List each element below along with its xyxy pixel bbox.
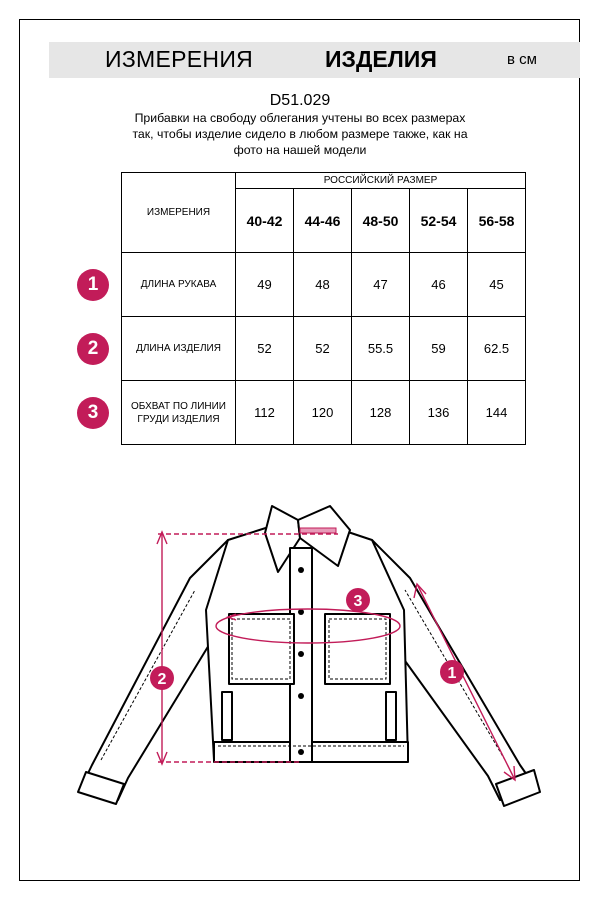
size-header: 40-42 [236, 189, 294, 253]
table-cell: 112 [236, 381, 294, 445]
marker-label: 2 [157, 671, 167, 688]
row-label: ДЛИНА ИЗДЕЛИЯ [122, 317, 236, 381]
table-row [122, 317, 526, 381]
marker-label: 1 [447, 665, 457, 682]
table-cell: 52 [294, 317, 352, 381]
table-cell: 49 [236, 253, 294, 317]
header-title-left: ИЗМЕРЕНИЯ [105, 46, 254, 72]
table-cell: 136 [410, 381, 468, 445]
row-label: ДЛИНА РУКАВА [122, 253, 236, 317]
table-cell: 48 [294, 253, 352, 317]
table-cell: 45 [468, 253, 526, 317]
side-pocket-left [222, 692, 232, 740]
measurement-table [121, 172, 526, 445]
header-title-bold: ИЗДЕЛИЯ [325, 46, 437, 72]
note-line: фото на нашей модели [233, 143, 367, 157]
table-cell: 144 [468, 381, 526, 445]
note-line: Прибавки на свободу облегания учтены во всех размерах [134, 111, 466, 125]
size-header: 52-54 [410, 189, 468, 253]
header-unit: в см [507, 51, 537, 68]
size-header: 44-46 [294, 189, 352, 253]
side-pocket-right [386, 692, 396, 740]
table-cell: 120 [294, 381, 352, 445]
article-code: D51.029 [269, 92, 331, 109]
sizes-title: РОССИЙСКИЙ РАЗМЕР [236, 173, 526, 189]
row-number-badge: 3 [77, 397, 109, 429]
table-cell: 59 [410, 317, 468, 381]
table-row [122, 381, 526, 445]
table-cell: 52 [236, 317, 294, 381]
marker-label: 3 [353, 593, 363, 610]
measurements-header: ИЗМЕРЕНИЯ [122, 173, 236, 253]
table-cell: 47 [352, 253, 410, 317]
header-bar [49, 42, 580, 78]
row-number-badge: 1 [77, 269, 109, 301]
pocket-right [325, 614, 390, 684]
jacket-diagram [0, 490, 600, 810]
table-cell: 62.5 [468, 317, 526, 381]
size-header: 48-50 [352, 189, 410, 253]
table-row [122, 253, 526, 317]
size-header: 56-58 [468, 189, 526, 253]
pocket-left [229, 614, 294, 684]
row-number-badge: 2 [77, 333, 109, 365]
row-label: ОБХВАТ ПО ЛИНИИ ГРУДИ ИЗДЕЛИЯ [122, 381, 236, 445]
table-cell: 46 [410, 253, 468, 317]
table-cell: 128 [352, 381, 410, 445]
table-cell: 55.5 [352, 317, 410, 381]
label-tag [300, 528, 336, 533]
note-line: так, чтобы изделие сидело в любом размере также, как на [132, 127, 468, 141]
fit-note [0, 110, 600, 158]
